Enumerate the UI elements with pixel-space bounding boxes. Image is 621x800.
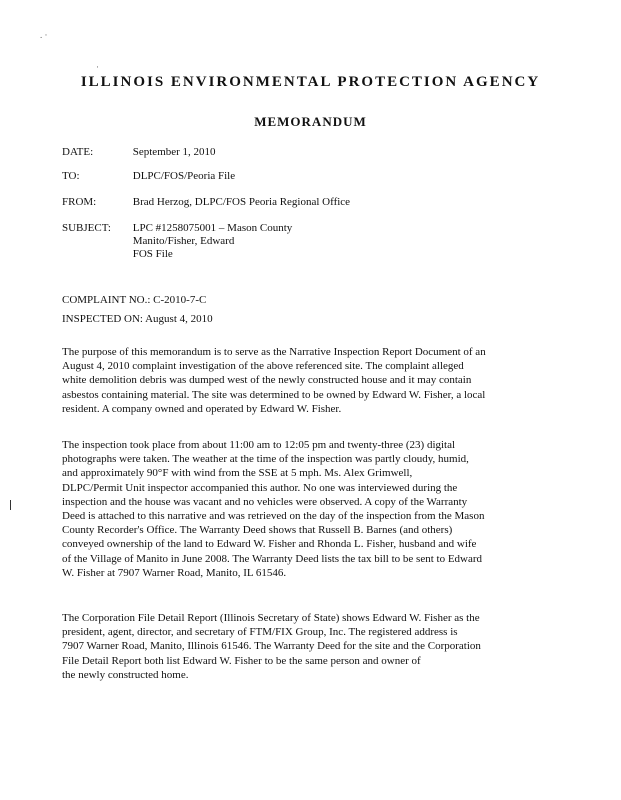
paragraph-corporation bbox=[62, 611, 552, 682]
from-label: FROM: bbox=[62, 196, 97, 208]
paragraph-line: conveyed ownership of the land to Edward W. Fisher and Rhonda L. Fisher, husband and wife bbox=[62, 538, 477, 551]
paragraph-line: photographs were taken. The weather at the time of the inspection was partly cloudy, humid, bbox=[62, 453, 469, 466]
date-value: September 1, 2010 bbox=[132, 146, 216, 158]
complaint-number: COMPLAINT NO.: C-2010-7-C bbox=[62, 294, 207, 306]
to-label: TO: bbox=[62, 170, 80, 182]
paragraph-line: County Recorder's Office. The Warranty Deed shows that Russell B. Barnes (and others) bbox=[62, 524, 453, 537]
scan-edge-mark bbox=[10, 500, 11, 510]
paragraph-inspection bbox=[62, 438, 552, 580]
paragraph-line: File Detail Report both list Edward W. Fisher to be the same person and owner of bbox=[62, 654, 421, 667]
subject-value: LPC #1258075001 – Mason County Manito/Fisher, Edward FOS File bbox=[132, 222, 293, 260]
paragraph-line: Deed is attached to this narrative and was retrieved on the day of the inspection from the Mason bbox=[62, 510, 485, 523]
date-field bbox=[62, 146, 216, 159]
memo-agency-title: ILLINOIS ENVIRONMENTAL PROTECTION AGENCY bbox=[80, 74, 541, 90]
from-field bbox=[62, 196, 350, 209]
paragraph-line: inspection and the house was vacant and no vehicles were observed. A copy of the Warranty bbox=[62, 495, 468, 508]
memo-heading: MEMORANDUM bbox=[254, 114, 367, 129]
paragraph-line: The Corporation File Detail Report (Illinois Secretary of State) shows Edward W. Fisher as the bbox=[62, 612, 480, 624]
paragraph-line: and approximately 90°F with wind from the SSE at 5 mph. Ms. Alex Grimwell, bbox=[62, 467, 413, 480]
paragraph-line: The purpose of this memorandum is to serve as the Narrative Inspection Report Document of an bbox=[62, 346, 486, 358]
inspection-date: INSPECTED ON: August 4, 2010 bbox=[62, 313, 213, 325]
paragraph-line: president, agent, director, and secretary of FTM/FIX Group, Inc. The registered address is bbox=[62, 626, 458, 639]
paragraph-line: DLPC/Permit Unit inspector accompanied this author. No one was interviewed during the bbox=[62, 481, 458, 494]
subject-label: SUBJECT: bbox=[62, 222, 111, 234]
paragraph-line: of the Village of Manito in June 2008. The Warranty Deed lists the tax bill to be sent to Edward bbox=[62, 552, 483, 565]
paragraph-line: resident. A company owned and operated by Edward W. Fisher. bbox=[62, 402, 342, 415]
paragraph-line: W. Fisher at 7907 Warner Road, Manito, IL 61546. bbox=[62, 566, 287, 579]
to-value: DLPC/FOS/Peoria File bbox=[132, 170, 236, 182]
paragraph-line: The inspection took place from about 11:00 am to 12:05 pm and twenty-three (23) digital bbox=[62, 439, 456, 451]
paragraph-line: asbestos containing material. The site was determined to be owned by Edward W. Fisher, a local bbox=[62, 388, 486, 401]
paragraph-line: white demolition debris was dumped west of the newly constructed house and it may contain bbox=[62, 374, 472, 387]
date-label: DATE: bbox=[62, 146, 94, 158]
scan-mark: . · bbox=[40, 30, 48, 40]
paragraph-purpose bbox=[62, 345, 552, 416]
subject-field bbox=[62, 222, 292, 261]
to-field bbox=[62, 170, 235, 183]
paragraph-line: the newly constructed home. bbox=[62, 668, 189, 681]
paragraph-line: August 4, 2010 complaint investigation of the above referenced site. The complaint alleged bbox=[62, 360, 464, 373]
scan-mark: · bbox=[96, 62, 99, 72]
paragraph-line: 7907 Warner Road, Manito, Illinois 61546. The Warranty Deed for the site and the Corporation bbox=[62, 640, 481, 653]
from-value: Brad Herzog, DLPC/FOS Peoria Regional Office bbox=[132, 196, 351, 208]
